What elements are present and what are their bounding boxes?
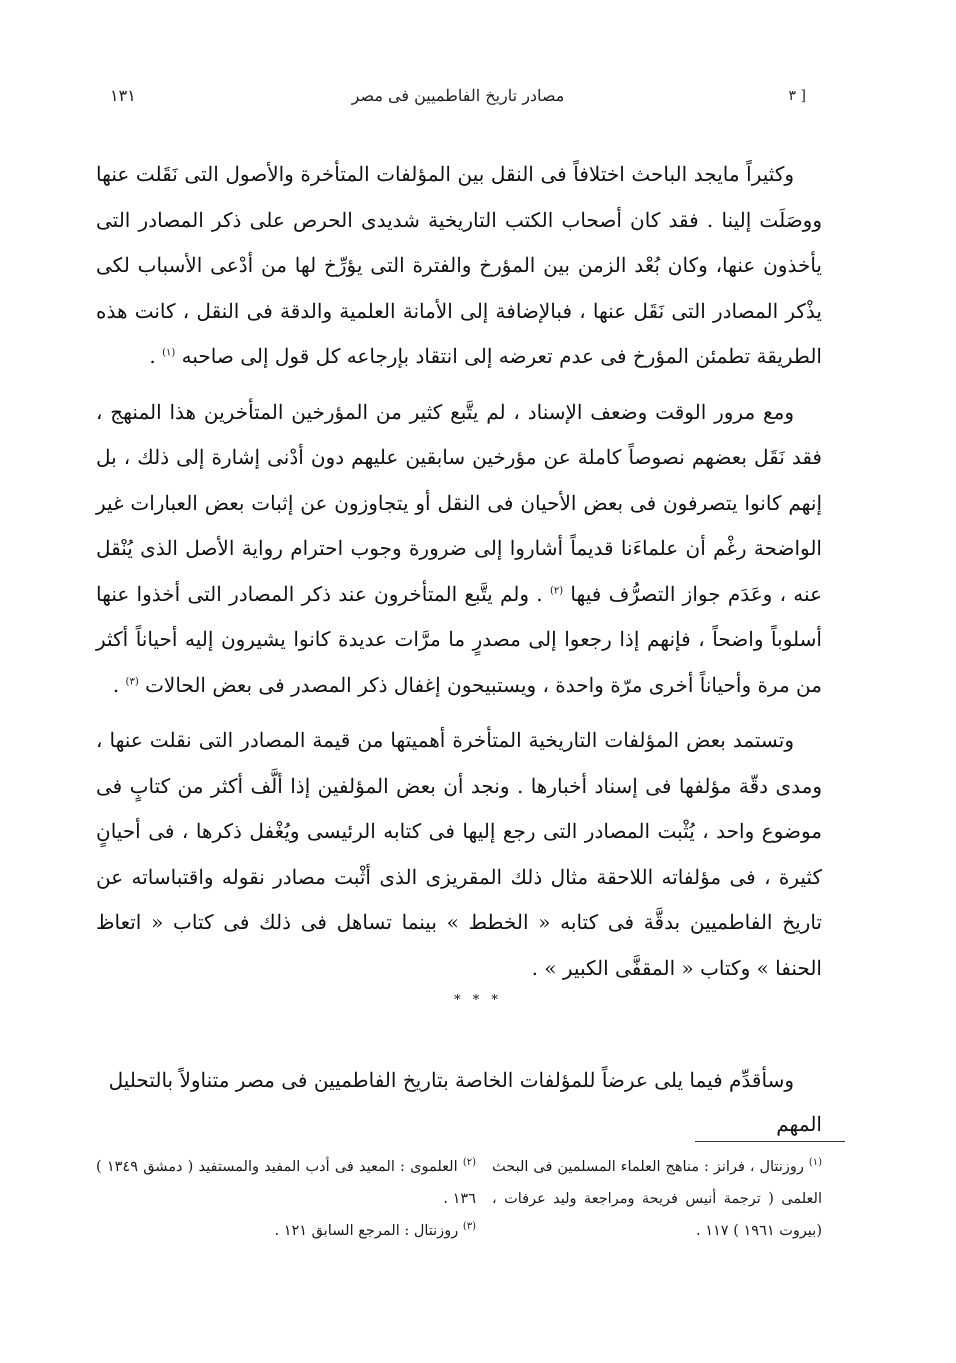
footnote-3 (96, 1215, 476, 1247)
footnote-mark: (١) (808, 1157, 823, 1169)
paragraph-3 (96, 718, 822, 991)
footnote-ref-2: (٢) (549, 584, 564, 596)
footnotes-right-column (492, 1151, 822, 1247)
footnote-mark: (٢) (462, 1157, 476, 1169)
footnote-ref-3: (٣) (125, 675, 139, 687)
paragraph-text: وتستمد بعض المؤلفات التاريخية المتأخرة أهميتها من قيمة المصادر التى نقلت عنها ، ومدى دقّة مؤلفها فى إسناد أخبارها . ونجد أن بعض المؤلفين إذا ألَّف أكثر من كتابٍ فى موضوع واحد ، يُثْبت المصادر التى رجع إليها فى كتابه الرئيسى ويُغْفل ذكرها ، فى أحيانٍ كثيرة ، فى مؤلفاته اللاحقة مثال ذلك المقريزى الذى أثْبت مصادر نقوله واقتباساته عن تاريخ الفاطميين بدقَّة فى كتابه « الخطط » بينما تساهل فى ذلك فى كتاب « اتعاظ الحنفا » وكتاب « المقفَّى الكبير » . (96, 728, 822, 980)
running-title: مصادر تاريخ الفاطميين فى مصر (351, 86, 565, 105)
footnote-2 (96, 1151, 476, 1215)
closing-line: وسأقدِّم فيما يلى عرضاً للمؤلفات الخاصة بتاريخ الفاطميين فى مصر متناولاً بالتحليل المهم (108, 1068, 822, 1136)
paragraph-2 (96, 390, 822, 709)
body-text (96, 152, 822, 991)
footnote-ref-1: (١) (162, 347, 176, 359)
paragraph-text: وكثيراً مايجد الباحث اختلافاً فى النقل بين المؤلفات المتأخرة والأصول التى نَقَلت عنها ووصَلَت إلينا . فقد كان أصحاب الكتب التاريخية شديدى الحرص على ذكر المصادر التى يأخذون عنها، وكان بُعْد الزمن بين المؤرخ والفترة التى يؤرِّخ لها من أدْعى الأسباب لكى يذْكر المصادر التى نَقَل عنها ، فبالإضافة إلى الأمانة العلمية والدقة فى النقل ، كانت هذه الطريقة تطمئن المؤرخ فى عدم تعرضه إلى انتقاد بإرجاعه كل قول إلى صاحبه (96, 162, 822, 368)
paragraph-tail: . ولم يتَّبع المتأخرون عند ذكر المصادر التى أخذوا عنها أسلوباً واضحاً ، فإنهم إذا رجعوا إلى مصدرٍ ما مرَّات عديدة كانوا يشيرون إليه أحياناً أكثر من مرة وأحياناً أخرى مرّة واحدة ، ويستبيحون إغفال ذكر المصدر فى بعض الحالات (96, 581, 822, 697)
footnote-1 (492, 1151, 822, 1247)
footnotes-left-column (96, 1151, 476, 1247)
paragraph-text: ومع مرور الوقت وضعف الإسناد ، لم يتَّبع كثير من المؤرخين المتأخرين هذا المنهج ، فقد نَقَل بعضهم نصوصاً كاملة عن مؤرخين سابقين عليهم دون أدْنى إشارة إلى ذلك ، بل إنهم كانوا يتصرفون فى بعض الأحيان فى النقل أو يتجاوزون عن إثبات بعض العبارات غير الواضحة رغْم أن علماءَنا قديماً أشاروا إلى ضرورة وجوب احترام رواية الأصل الذى يُنْقل عنه ، وعَدَم جواز التصرُّف فيها (96, 399, 823, 606)
footnote-mark: (٣) (462, 1221, 476, 1233)
footnote-text: العلموى : المعيد فى أدب المفيد والمستفيد ( دمشق ١٣٤٩ ) ١٣٦ . (96, 1159, 476, 1207)
paragraph-1 (96, 152, 822, 380)
paragraph-tail: . (149, 344, 163, 368)
signature-mark: [ ٣ (788, 88, 806, 104)
section-separator: * * * (454, 993, 502, 1008)
footnote-text: روزنتال : المرجع السابق ١٢١ . (274, 1223, 459, 1239)
page-number: ١٣١ (110, 86, 136, 105)
footnote-text: روزنتال ، فرانز : مناهج العلماء المسلمين فى البحث العلمى ( ترجمة أنيس فريحة ومراجعة وليد عرفات ، (بيروت ١٩٦١ ) ١١٧ . (492, 1159, 822, 1239)
footnote-rule (695, 1141, 845, 1142)
paragraph-tail: . (112, 672, 126, 697)
running-header (110, 82, 806, 112)
